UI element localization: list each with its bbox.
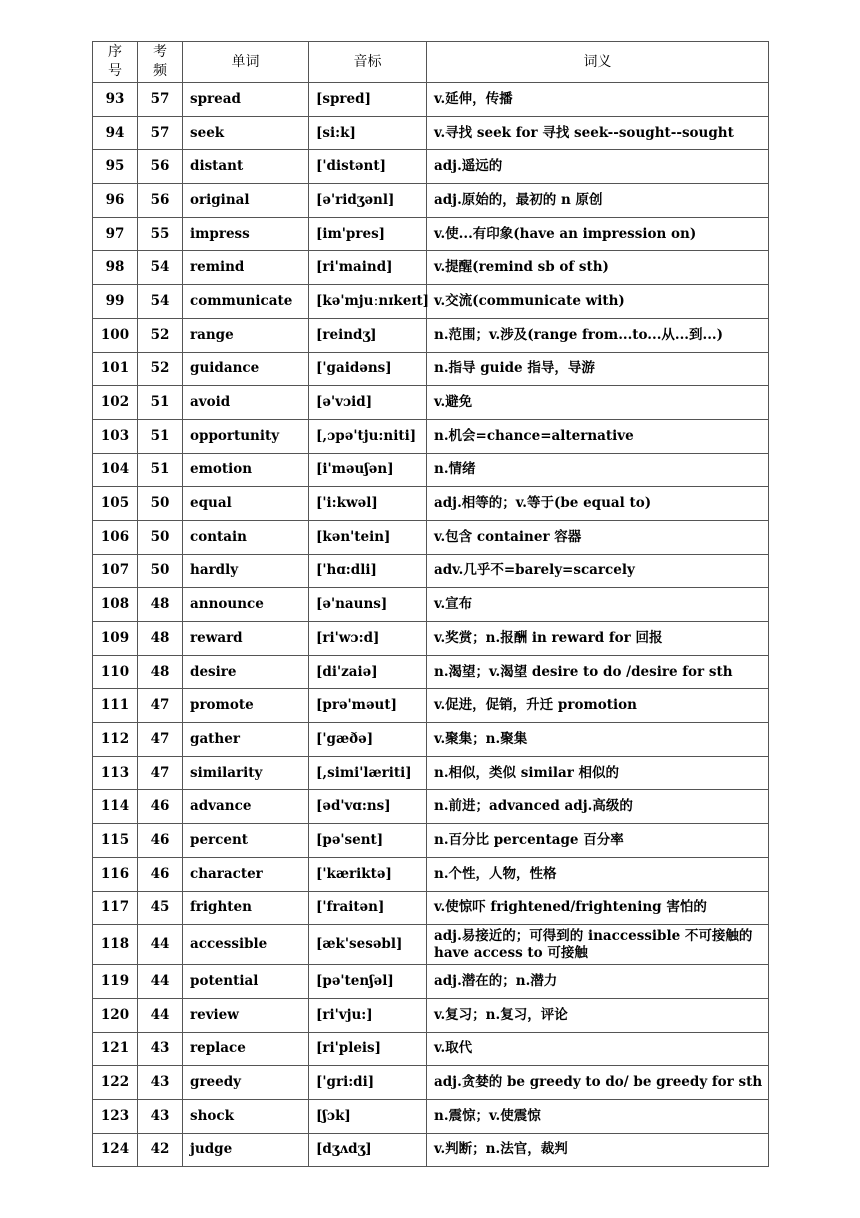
- row-index: 100: [93, 318, 138, 352]
- table-row: [93, 116, 769, 150]
- row-phonetic: ['gæðə]: [309, 723, 427, 757]
- table-row: [93, 419, 769, 453]
- table-row: [93, 857, 769, 891]
- row-frequency: 47: [138, 689, 183, 723]
- row-word: avoid: [183, 386, 309, 420]
- row-phonetic: ['gri:di]: [309, 1066, 427, 1100]
- row-word: frighten: [183, 891, 309, 925]
- row-frequency: 51: [138, 419, 183, 453]
- row-phonetic: ['gaidəns]: [309, 352, 427, 386]
- row-meaning: n.前进；advanced adj.高级的: [427, 790, 769, 824]
- row-word: gather: [183, 723, 309, 757]
- row-meaning: v.宣布: [427, 588, 769, 622]
- row-phonetic: [ri'wɔ:d]: [309, 622, 427, 656]
- row-frequency: 43: [138, 1032, 183, 1066]
- row-meaning: adj.潜在的；n.潜力: [427, 965, 769, 999]
- vocabulary-table: [92, 41, 769, 1167]
- row-word: seek: [183, 116, 309, 150]
- row-meaning: v.交流(communicate with): [427, 285, 769, 319]
- row-word: impress: [183, 217, 309, 251]
- row-phonetic: [pə'sent]: [309, 824, 427, 858]
- row-meaning: v.复习；n.复习，评论: [427, 998, 769, 1032]
- row-meaning: n.范围；v.涉及(range from...to...从...到...): [427, 318, 769, 352]
- header-phonetic: 音标: [309, 42, 427, 83]
- row-index: 102: [93, 386, 138, 420]
- row-meaning: adj.相等的；v.等于(be equal to): [427, 487, 769, 521]
- row-index: 95: [93, 150, 138, 184]
- row-index: 107: [93, 554, 138, 588]
- row-index: 116: [93, 857, 138, 891]
- row-phonetic: ['hɑ:dli]: [309, 554, 427, 588]
- row-phonetic: ['distənt]: [309, 150, 427, 184]
- row-index: 121: [93, 1032, 138, 1066]
- row-phonetic: [əd'vɑ:ns]: [309, 790, 427, 824]
- row-phonetic: [ri'pleis]: [309, 1032, 427, 1066]
- row-meaning: v.寻找 seek for 寻找 seek--sought--sought: [427, 116, 769, 150]
- row-phonetic: [dʒʌdʒ]: [309, 1133, 427, 1167]
- row-phonetic: [ə'vɔid]: [309, 386, 427, 420]
- row-index: 109: [93, 622, 138, 656]
- row-meaning: v.避免: [427, 386, 769, 420]
- row-word: distant: [183, 150, 309, 184]
- table-row: [93, 925, 769, 965]
- row-word: shock: [183, 1099, 309, 1133]
- row-frequency: 44: [138, 998, 183, 1032]
- row-word: emotion: [183, 453, 309, 487]
- table-row: [93, 386, 769, 420]
- row-frequency: 46: [138, 790, 183, 824]
- row-index: 114: [93, 790, 138, 824]
- row-phonetic: [im'pres]: [309, 217, 427, 251]
- row-word: greedy: [183, 1066, 309, 1100]
- table-row: [93, 217, 769, 251]
- row-index: 97: [93, 217, 138, 251]
- row-phonetic: [di'zaiə]: [309, 655, 427, 689]
- row-phonetic: [ri'vju:]: [309, 998, 427, 1032]
- row-word: desire: [183, 655, 309, 689]
- row-index: 106: [93, 520, 138, 554]
- row-meaning: n.百分比 percentage 百分率: [427, 824, 769, 858]
- row-word: potential: [183, 965, 309, 999]
- row-frequency: 50: [138, 554, 183, 588]
- row-index: 108: [93, 588, 138, 622]
- row-meaning: v.使惊吓 frightened/frightening 害怕的: [427, 891, 769, 925]
- row-index: 118: [93, 925, 138, 965]
- row-word: accessible: [183, 925, 309, 965]
- row-meaning: adj.易接近的；可得到的 inaccessible 不可接触的 have access to 可接触: [427, 925, 769, 965]
- row-meaning: adv.几乎不=barely=scarcely: [427, 554, 769, 588]
- row-frequency: 55: [138, 217, 183, 251]
- row-frequency: 44: [138, 925, 183, 965]
- row-meaning: n.机会=chance=alternative: [427, 419, 769, 453]
- row-index: 110: [93, 655, 138, 689]
- row-index: 117: [93, 891, 138, 925]
- row-index: 123: [93, 1099, 138, 1133]
- row-index: 124: [93, 1133, 138, 1167]
- row-word: hardly: [183, 554, 309, 588]
- row-phonetic: [pə'tenʃəl]: [309, 965, 427, 999]
- row-meaning: adj.遥远的: [427, 150, 769, 184]
- table-row: [93, 251, 769, 285]
- row-frequency: 44: [138, 965, 183, 999]
- header-row: [93, 42, 769, 83]
- row-phonetic: [,simi'læriti]: [309, 756, 427, 790]
- row-phonetic: [ə'nauns]: [309, 588, 427, 622]
- row-index: 98: [93, 251, 138, 285]
- row-meaning: n.个性，人物，性格: [427, 857, 769, 891]
- row-index: 119: [93, 965, 138, 999]
- row-word: advance: [183, 790, 309, 824]
- row-frequency: 56: [138, 150, 183, 184]
- row-frequency: 52: [138, 352, 183, 386]
- row-frequency: 42: [138, 1133, 183, 1167]
- row-index: 111: [93, 689, 138, 723]
- row-word: remind: [183, 251, 309, 285]
- row-meaning: n.指导 guide 指导，导游: [427, 352, 769, 386]
- row-word: review: [183, 998, 309, 1032]
- row-word: similarity: [183, 756, 309, 790]
- row-word: announce: [183, 588, 309, 622]
- row-phonetic: [æk'sesəbl]: [309, 925, 427, 965]
- table-row: [93, 891, 769, 925]
- row-index: 103: [93, 419, 138, 453]
- row-word: replace: [183, 1032, 309, 1066]
- table-row: [93, 487, 769, 521]
- row-meaning: n.渴望；v.渴望 desire to do /desire for sth: [427, 655, 769, 689]
- row-phonetic: [kən'tein]: [309, 520, 427, 554]
- row-phonetic: [ʃɔk]: [309, 1099, 427, 1133]
- table-row: [93, 689, 769, 723]
- row-meaning: adj.贪婪的 be greedy to do/ be greedy for sth: [427, 1066, 769, 1100]
- row-frequency: 54: [138, 251, 183, 285]
- table-row: [93, 150, 769, 184]
- row-phonetic: [prə'məut]: [309, 689, 427, 723]
- row-meaning: v.使...有印象(have an impression on): [427, 217, 769, 251]
- row-meaning: v.延伸，传播: [427, 83, 769, 117]
- row-meaning: v.聚集；n.聚集: [427, 723, 769, 757]
- header-word: 单词: [183, 42, 309, 83]
- row-frequency: 52: [138, 318, 183, 352]
- table-row: [93, 520, 769, 554]
- row-frequency: 54: [138, 285, 183, 319]
- row-index: 99: [93, 285, 138, 319]
- row-phonetic: [i'məuʃən]: [309, 453, 427, 487]
- row-phonetic: ['i:kwəl]: [309, 487, 427, 521]
- table-row: [93, 1099, 769, 1133]
- table-row: [93, 184, 769, 218]
- header-frequency: 考 频: [138, 42, 183, 83]
- row-word: equal: [183, 487, 309, 521]
- row-meaning: v.提醒(remind sb of sth): [427, 251, 769, 285]
- table-row: [93, 655, 769, 689]
- row-frequency: 43: [138, 1066, 183, 1100]
- row-meaning: v.促进，促销，升迁 promotion: [427, 689, 769, 723]
- row-meaning: n.相似，类似 similar 相似的: [427, 756, 769, 790]
- row-frequency: 46: [138, 857, 183, 891]
- row-meaning: n.震惊；v.使震惊: [427, 1099, 769, 1133]
- table-row: [93, 1032, 769, 1066]
- row-index: 101: [93, 352, 138, 386]
- row-index: 93: [93, 83, 138, 117]
- row-frequency: 57: [138, 83, 183, 117]
- header-index: 序 号: [93, 42, 138, 83]
- row-index: 112: [93, 723, 138, 757]
- table-row: [93, 622, 769, 656]
- table-row: [93, 453, 769, 487]
- row-phonetic: [si:k]: [309, 116, 427, 150]
- row-frequency: 51: [138, 386, 183, 420]
- table-row: [93, 790, 769, 824]
- table-row: [93, 1066, 769, 1100]
- table-row: [93, 318, 769, 352]
- row-phonetic: ['fraitən]: [309, 891, 427, 925]
- table-row: [93, 352, 769, 386]
- row-frequency: 50: [138, 487, 183, 521]
- row-word: judge: [183, 1133, 309, 1167]
- row-frequency: 51: [138, 453, 183, 487]
- row-frequency: 43: [138, 1099, 183, 1133]
- row-frequency: 56: [138, 184, 183, 218]
- table-row: [93, 588, 769, 622]
- row-word: promote: [183, 689, 309, 723]
- row-meaning: n.情绪: [427, 453, 769, 487]
- table-row: [93, 965, 769, 999]
- row-phonetic: [reindʒ]: [309, 318, 427, 352]
- table-row: [93, 1133, 769, 1167]
- table-row: [93, 824, 769, 858]
- row-word: character: [183, 857, 309, 891]
- row-meaning: v.奖赏；n.报酬 in reward for 回报: [427, 622, 769, 656]
- row-index: 122: [93, 1066, 138, 1100]
- table-row: [93, 998, 769, 1032]
- row-meaning: adj.原始的，最初的 n 原创: [427, 184, 769, 218]
- table-row: [93, 554, 769, 588]
- row-index: 104: [93, 453, 138, 487]
- row-phonetic: [ə'ridʒənl]: [309, 184, 427, 218]
- row-frequency: 48: [138, 588, 183, 622]
- table-row: [93, 756, 769, 790]
- row-index: 113: [93, 756, 138, 790]
- table-row: [93, 83, 769, 117]
- row-frequency: 57: [138, 116, 183, 150]
- row-phonetic: [ri'maind]: [309, 251, 427, 285]
- row-word: spread: [183, 83, 309, 117]
- row-frequency: 46: [138, 824, 183, 858]
- row-frequency: 48: [138, 622, 183, 656]
- row-index: 94: [93, 116, 138, 150]
- row-frequency: 47: [138, 723, 183, 757]
- row-index: 105: [93, 487, 138, 521]
- row-index: 115: [93, 824, 138, 858]
- row-word: communicate: [183, 285, 309, 319]
- row-word: percent: [183, 824, 309, 858]
- row-phonetic: [kə'mjuːnɪkeɪt]: [309, 285, 427, 319]
- row-index: 120: [93, 998, 138, 1032]
- row-word: guidance: [183, 352, 309, 386]
- row-index: 96: [93, 184, 138, 218]
- row-word: opportunity: [183, 419, 309, 453]
- row-phonetic: ['kæriktə]: [309, 857, 427, 891]
- row-word: contain: [183, 520, 309, 554]
- row-frequency: 50: [138, 520, 183, 554]
- row-word: reward: [183, 622, 309, 656]
- row-meaning: v.取代: [427, 1032, 769, 1066]
- row-phonetic: [,ɔpə'tju:niti]: [309, 419, 427, 453]
- row-frequency: 45: [138, 891, 183, 925]
- row-frequency: 48: [138, 655, 183, 689]
- row-phonetic: [spred]: [309, 83, 427, 117]
- row-meaning: v.包含 container 容器: [427, 520, 769, 554]
- row-frequency: 47: [138, 756, 183, 790]
- row-word: original: [183, 184, 309, 218]
- table-row: [93, 285, 769, 319]
- row-meaning: v.判断；n.法官，裁判: [427, 1133, 769, 1167]
- row-word: range: [183, 318, 309, 352]
- table-row: [93, 723, 769, 757]
- header-meaning: 词义: [427, 42, 769, 83]
